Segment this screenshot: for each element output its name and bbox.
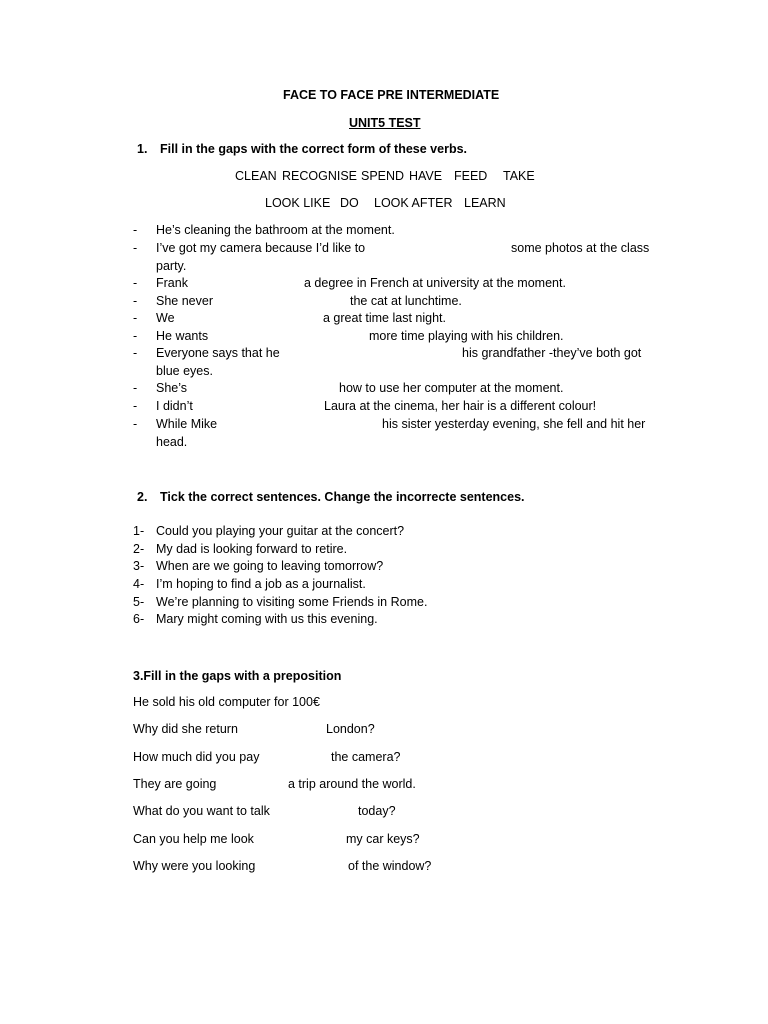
list-item-text: how to use her computer at the moment.: [339, 381, 564, 395]
section1-instruction: Fill in the gaps with the correct form of these verbs.: [160, 142, 468, 156]
list-item-text: How much did you pay: [133, 750, 260, 764]
list-item-text: She never: [156, 294, 213, 308]
list-item-text: Why were you looking: [133, 859, 256, 873]
list-item-text: What do you want to talk: [133, 804, 270, 818]
list-item-text: He wants: [156, 329, 209, 343]
list-number: 4-: [133, 577, 145, 591]
list-item-text: of the window?: [348, 859, 432, 873]
list-item-text: Can you help me look: [133, 832, 254, 846]
list-item-text: While Mike: [156, 417, 218, 431]
list-number: 5-: [133, 595, 145, 609]
list-item-continuation: blue eyes.: [156, 364, 213, 378]
list-item-text: I didn’t: [156, 399, 193, 413]
list-item-text: I’m hoping to find a job as a journalist.: [156, 577, 366, 591]
list-item-text: We: [156, 311, 175, 325]
section2-instruction: Tick the correct sentences. Change the incorrecte sentences.: [160, 490, 525, 504]
list-bullet: -: [133, 346, 138, 360]
verb-do: DO: [340, 196, 359, 210]
list-item-text: Frank: [156, 276, 188, 290]
list-item-text: We’re planning to visiting some Friends in Rome.: [156, 595, 428, 609]
list-item-text: Could you playing your guitar at the concert?: [156, 524, 405, 538]
list-item-text: London?: [326, 722, 375, 736]
list-number: 3-: [133, 559, 145, 573]
document-title: FACE TO FACE PRE INTERMEDIATE: [283, 88, 500, 102]
list-item-text: a trip around the world.: [288, 777, 416, 791]
list-bullet: -: [133, 399, 138, 413]
list-bullet: -: [133, 381, 138, 395]
section3-heading: 3.Fill in the gaps with a preposition: [133, 669, 342, 683]
list-item-text: more time playing with his children.: [369, 329, 564, 343]
verb-learn: LEARN: [464, 196, 506, 210]
list-item-text: I’ve got my camera because I’d like to: [156, 241, 366, 255]
list-bullet: -: [133, 276, 138, 290]
list-item-text: his sister yesterday evening, she fell and hit her: [382, 417, 646, 431]
verb-have: HAVE: [409, 169, 443, 183]
list-bullet: -: [133, 294, 138, 308]
list-item-text: the cat at lunchtime.: [350, 294, 462, 308]
list-bullet: -: [133, 223, 138, 237]
list-number: 6-: [133, 612, 145, 626]
list-item-text: the camera?: [331, 750, 401, 764]
list-item-text: today?: [358, 804, 396, 818]
verb-feed: FEED: [454, 169, 488, 183]
list-item-text: Why did she return: [133, 722, 238, 736]
verb-spend: SPEND: [361, 169, 405, 183]
list-bullet: -: [133, 311, 138, 325]
verb-clean: CLEAN: [235, 169, 277, 183]
list-item-text: a degree in French at university at the moment.: [304, 276, 566, 290]
unit-title: UNIT5 TEST: [349, 116, 421, 130]
list-item-text: Everyone says that he: [156, 346, 280, 360]
list-item-continuation: head.: [156, 435, 188, 449]
list-number: 2-: [133, 542, 145, 556]
list-item-text: a great time last night.: [323, 311, 446, 325]
list-item-text: Laura at the cinema, her hair is a different colour!: [324, 399, 597, 413]
verb-take: TAKE: [503, 169, 535, 183]
list-item-continuation: party.: [156, 259, 187, 273]
list-item-text: some photos at the class: [511, 241, 650, 255]
section1-number: 1.: [137, 142, 148, 156]
list-item-text: his grandfather -they’ve both got: [462, 346, 642, 360]
section3-example: He sold his old computer for 100€: [133, 695, 320, 709]
list-item-text: They are going: [133, 777, 217, 791]
verb-recognise: RECOGNISE: [282, 169, 358, 183]
list-item-text: He’s cleaning the bathroom at the moment.: [156, 223, 395, 237]
verb-look-after: LOOK AFTER: [374, 196, 453, 210]
list-item-text: my car keys?: [346, 832, 420, 846]
list-number: 1-: [133, 524, 145, 538]
list-item-text: When are we going to leaving tomorrow?: [156, 559, 384, 573]
list-item-text: My dad is looking forward to retire.: [156, 542, 348, 556]
list-bullet: -: [133, 241, 138, 255]
list-bullet: -: [133, 329, 138, 343]
verb-look-like: LOOK LIKE: [265, 196, 331, 210]
section2-number: 2.: [137, 490, 148, 504]
list-bullet: -: [133, 417, 138, 431]
list-item-text: She’s: [156, 381, 188, 395]
list-item-text: Mary might coming with us this evening.: [156, 612, 378, 626]
